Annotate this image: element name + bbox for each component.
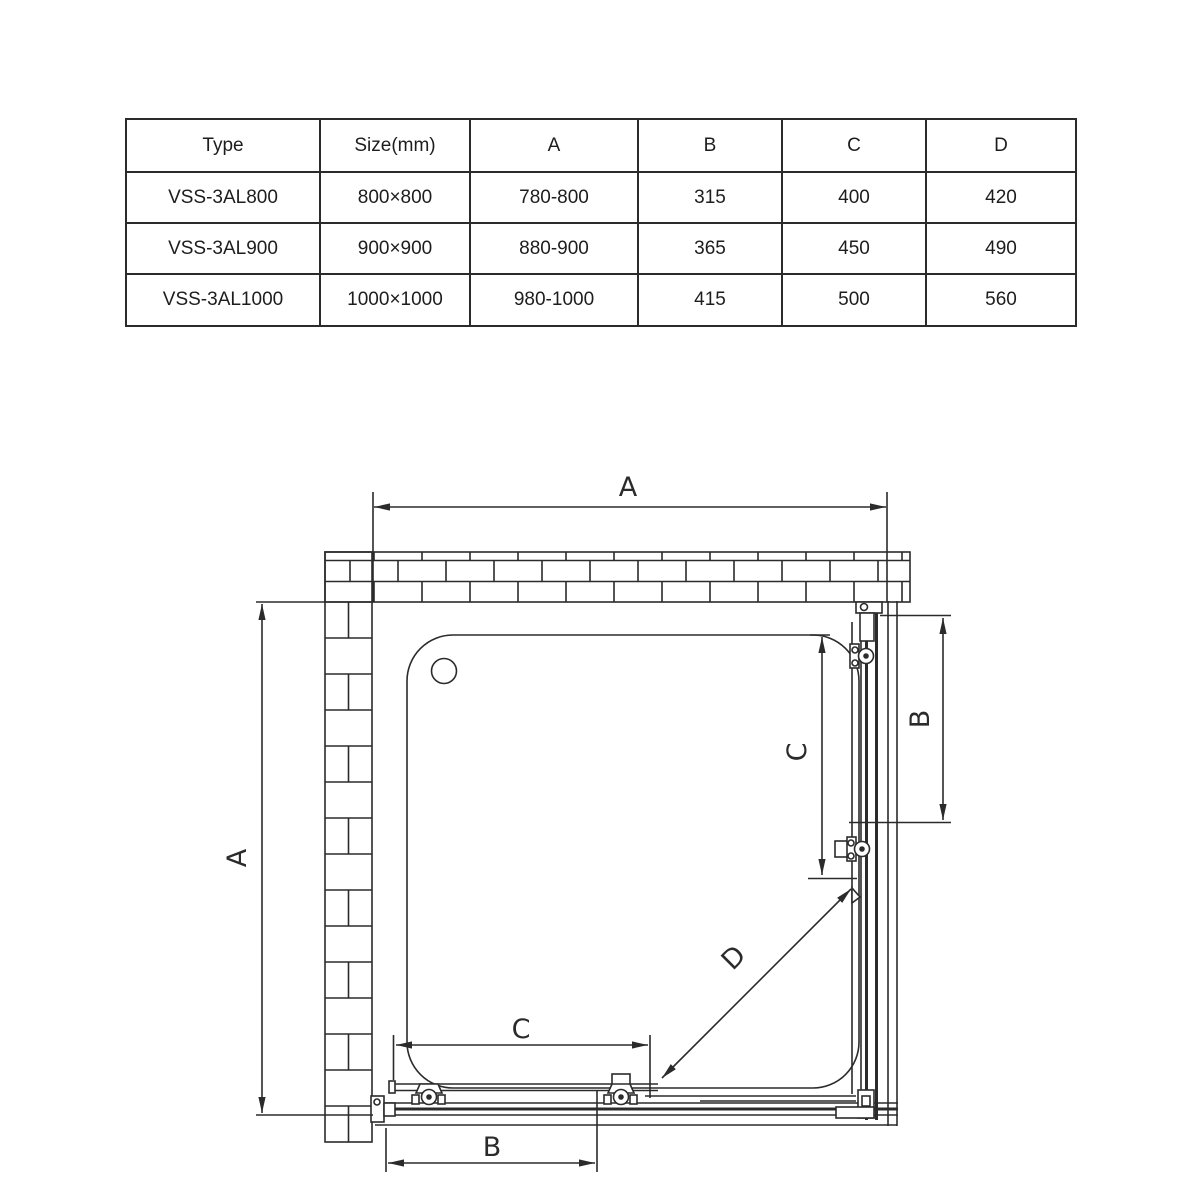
col-header-a: A <box>470 119 638 172</box>
cell-size: 1000×1000 <box>320 274 470 326</box>
label-a-top: A <box>618 472 638 503</box>
cell-b: 315 <box>638 172 782 223</box>
brick-joints <box>350 561 878 582</box>
top-wall-bracket <box>860 613 874 641</box>
left-brick-wall <box>325 552 372 1142</box>
cell-type: VSS-3AL1000 <box>126 274 320 326</box>
dimension-d-diagonal <box>662 889 851 1078</box>
col-header-b: B <box>638 119 782 172</box>
cell-c: 500 <box>782 274 926 326</box>
cell-a: 980-1000 <box>470 274 638 326</box>
cell-a: 880-900 <box>470 223 638 274</box>
label-a-left: A <box>222 848 253 868</box>
dimension-a-left <box>256 602 373 1115</box>
shower-tray <box>407 635 859 1088</box>
label-b-right: B <box>905 709 936 729</box>
col-header-d: D <box>926 119 1076 172</box>
cell-c: 400 <box>782 172 926 223</box>
screw-icon <box>861 604 868 611</box>
cell-b: 365 <box>638 223 782 274</box>
wall-profile-bottom-left <box>371 1096 395 1122</box>
cell-type: VSS-3AL900 <box>126 223 320 274</box>
roller-bottom-right <box>604 1074 637 1105</box>
cell-size: 900×900 <box>320 223 470 274</box>
label-c-bottom: C <box>511 1014 531 1045</box>
cell-type: VSS-3AL800 <box>126 172 320 223</box>
label-d-diagonal: D <box>715 939 753 977</box>
bottom-rail-and-door <box>371 1074 898 1125</box>
col-header-c: C <box>782 119 926 172</box>
cell-size: 800×800 <box>320 172 470 223</box>
col-header-size: Size(mm) <box>320 119 470 172</box>
cell-a: 780-800 <box>470 172 638 223</box>
roller-right-bottom <box>835 837 870 861</box>
top-brick-wall <box>325 552 910 602</box>
label-c-right: C <box>782 742 813 762</box>
corner-connector-bottom-right <box>836 1090 874 1118</box>
cell-d: 420 <box>926 172 1076 223</box>
cell-d: 490 <box>926 223 1076 274</box>
roller-bottom-left <box>412 1084 445 1105</box>
cell-c: 450 <box>782 223 926 274</box>
cell-d: 560 <box>926 274 1076 326</box>
drain-icon <box>432 659 457 684</box>
dimension-a-top <box>373 492 887 602</box>
label-b-bottom: B <box>482 1132 502 1163</box>
cell-b: 415 <box>638 274 782 326</box>
right-frame-and-door <box>835 601 897 1126</box>
col-header-type: Type <box>126 119 320 172</box>
